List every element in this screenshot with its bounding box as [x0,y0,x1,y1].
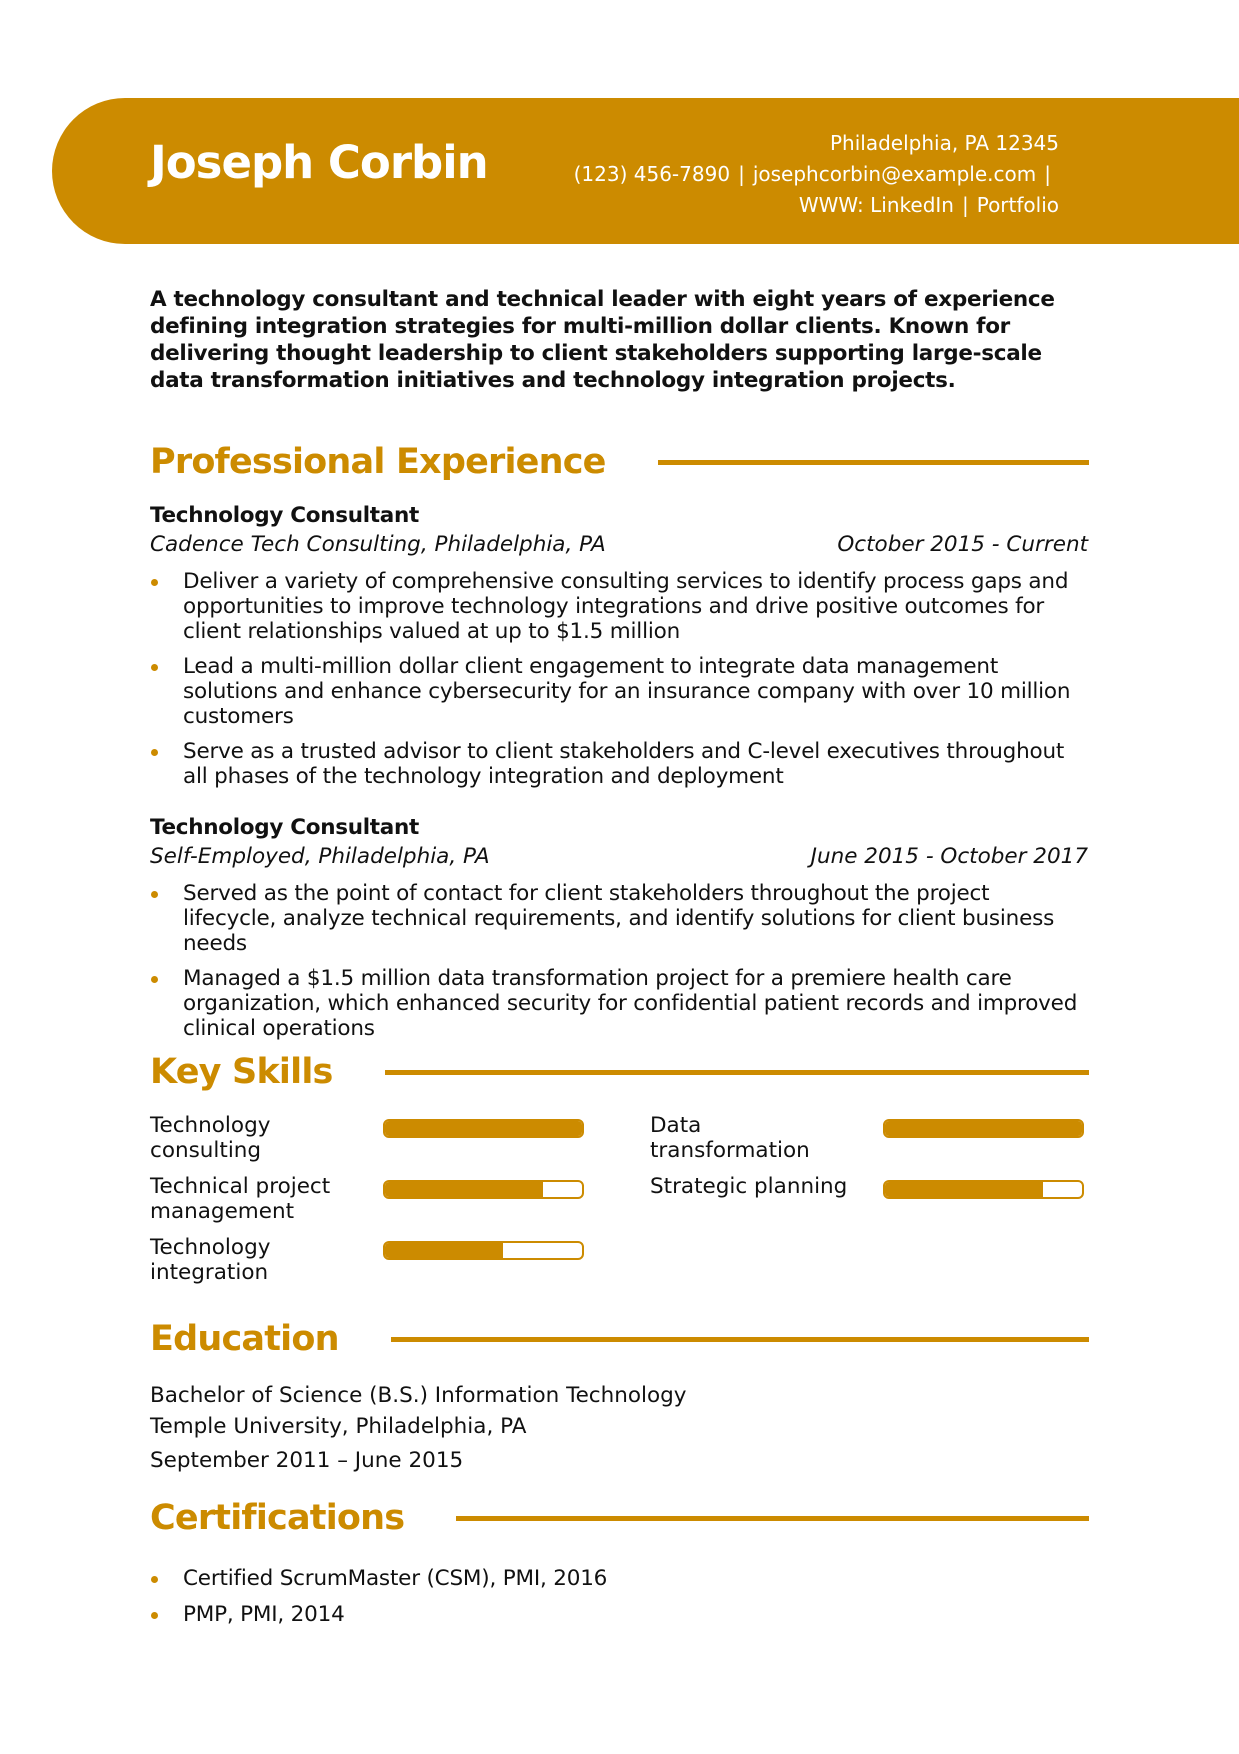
web-links [574,190,1059,221]
section-rule [385,1070,1089,1075]
list-item [150,881,1088,956]
list-item [150,966,1088,1041]
list-item [150,654,1088,729]
job-title: Technology Consultant [150,503,419,528]
skill-bar [383,1119,584,1138]
job-meta [150,531,1088,559]
section-title: Professional Experience [150,442,606,482]
section-heading-education [150,1314,1089,1364]
bullet-text: Serve as a trusted advisor to client stakeholders and C-level executives throughout all phases of the technology integration and deployment [183,739,1065,789]
school: Temple University, Philadelphia, PA [150,1414,527,1439]
separator: | [738,162,745,186]
professional-summary: A technology consultant and technical leader with eight years of experience defining integration strategies for multi-million dollar clients. Known for delivering thought leadership to client stakeholders supporting large-scale data transformation initiatives and technology integration projects. [150,287,1055,393]
skill-name: Technology consulting [150,1113,271,1163]
bullet-text: Deliver a variety of comprehensive consulting services to identify process gaps and opportunities to improve technology integrations and drive positive outcomes for client relationships valued at up to $1.5 million [183,569,1069,644]
job-company: Cadence Tech Consulting, Philadelphia, PA [150,532,606,557]
degree: Bachelor of Science (B.S.) Information Technology [150,1383,687,1408]
skill-bar [383,1241,584,1260]
job-dates: October 2015 - Current [837,532,1088,557]
contact-info [574,128,1059,221]
skill-item [150,1235,590,1291]
list-item [150,569,1088,644]
section-heading-certifications [150,1493,1089,1543]
job-dates: June 2015 - October 2017 [810,844,1088,869]
bullet-text: Managed a $1.5 million data transformation project for a premiere health care organization, which enhanced security for confidential patient records and improved clinical operations [183,966,1078,1041]
candidate-name: Joseph Corbin [150,136,488,189]
section-title: Key Skills [150,1052,333,1092]
job-entry [150,501,1088,789]
portfolio-link[interactable]: Portfolio [976,193,1059,217]
skill-bar [383,1180,584,1199]
contact-line [574,159,1059,190]
list-item [150,1602,1050,1627]
bullet-text: Lead a multi-million dollar client engagement to integrate data management solutions and enhance cybersecurity for an insurance company with over 10 million customers [183,654,1071,729]
section-rule [658,460,1089,465]
section-title: Certifications [150,1498,405,1538]
skill-name: Data transformation [650,1113,810,1163]
phone[interactable]: (123) 456-7890 [573,162,731,186]
bullet-text: Served as the point of contact for client stakeholders throughout the project lifecycle, analyze technical requirements, and identify solutions for client business needs [183,881,1055,956]
skill-name: Technology integration [150,1235,271,1285]
bullet-icon [151,1576,158,1583]
skill-level-fill [385,1243,503,1258]
skill-name: Technical project management [150,1174,331,1224]
bullet-text: Certified ScrumMaster (CSM), PMI, 2016 [183,1566,608,1591]
separator: | [1044,162,1051,186]
skill-bar [883,1119,1084,1138]
section-heading-skills [150,1047,1089,1097]
education-entry [150,1380,687,1476]
skill-name: Strategic planning [650,1174,848,1199]
header-band [52,98,1239,244]
skill-bar [883,1180,1084,1199]
job-company: Self-Employed, Philadelphia, PA [150,844,490,869]
skill-level-fill [885,1182,1043,1197]
location: Philadelphia, PA 12345 [829,131,1059,155]
list-item [150,739,1088,789]
bullet-icon [151,976,158,983]
list-item [150,1566,1050,1591]
job-meta [150,843,1088,871]
skill-level-fill [385,1121,582,1136]
certifications-list [150,1555,1050,1627]
skill-item [650,1113,1090,1169]
job-bullets [150,569,1088,789]
section-rule [456,1516,1089,1521]
skills-grid [150,1113,1088,1293]
www-label: WWW: [798,193,864,217]
certification-bullets [150,1566,1050,1627]
section-title: Education [150,1319,339,1359]
skill-item [150,1174,590,1230]
bullet-icon [151,749,158,756]
section-rule [391,1337,1089,1342]
bullet-icon [151,1612,158,1619]
bullet-icon [151,664,158,671]
separator: | [961,193,969,217]
job-entry [150,813,1088,1041]
section-heading-experience [150,437,1089,487]
bullet-text: PMP, PMI, 2014 [183,1602,345,1627]
skill-level-fill [385,1182,543,1197]
skill-item [150,1113,590,1169]
bullet-icon [151,891,158,898]
email-link[interactable]: josephcorbin@example.com [752,162,1037,186]
job-bullets [150,881,1088,1041]
job-title: Technology Consultant [150,815,419,840]
linkedin-link[interactable]: LinkedIn [870,193,954,217]
skill-item [650,1174,1090,1230]
education-dates: September 2011 – June 2015 [150,1448,464,1473]
bullet-icon [151,579,158,586]
skill-level-fill [885,1121,1082,1136]
